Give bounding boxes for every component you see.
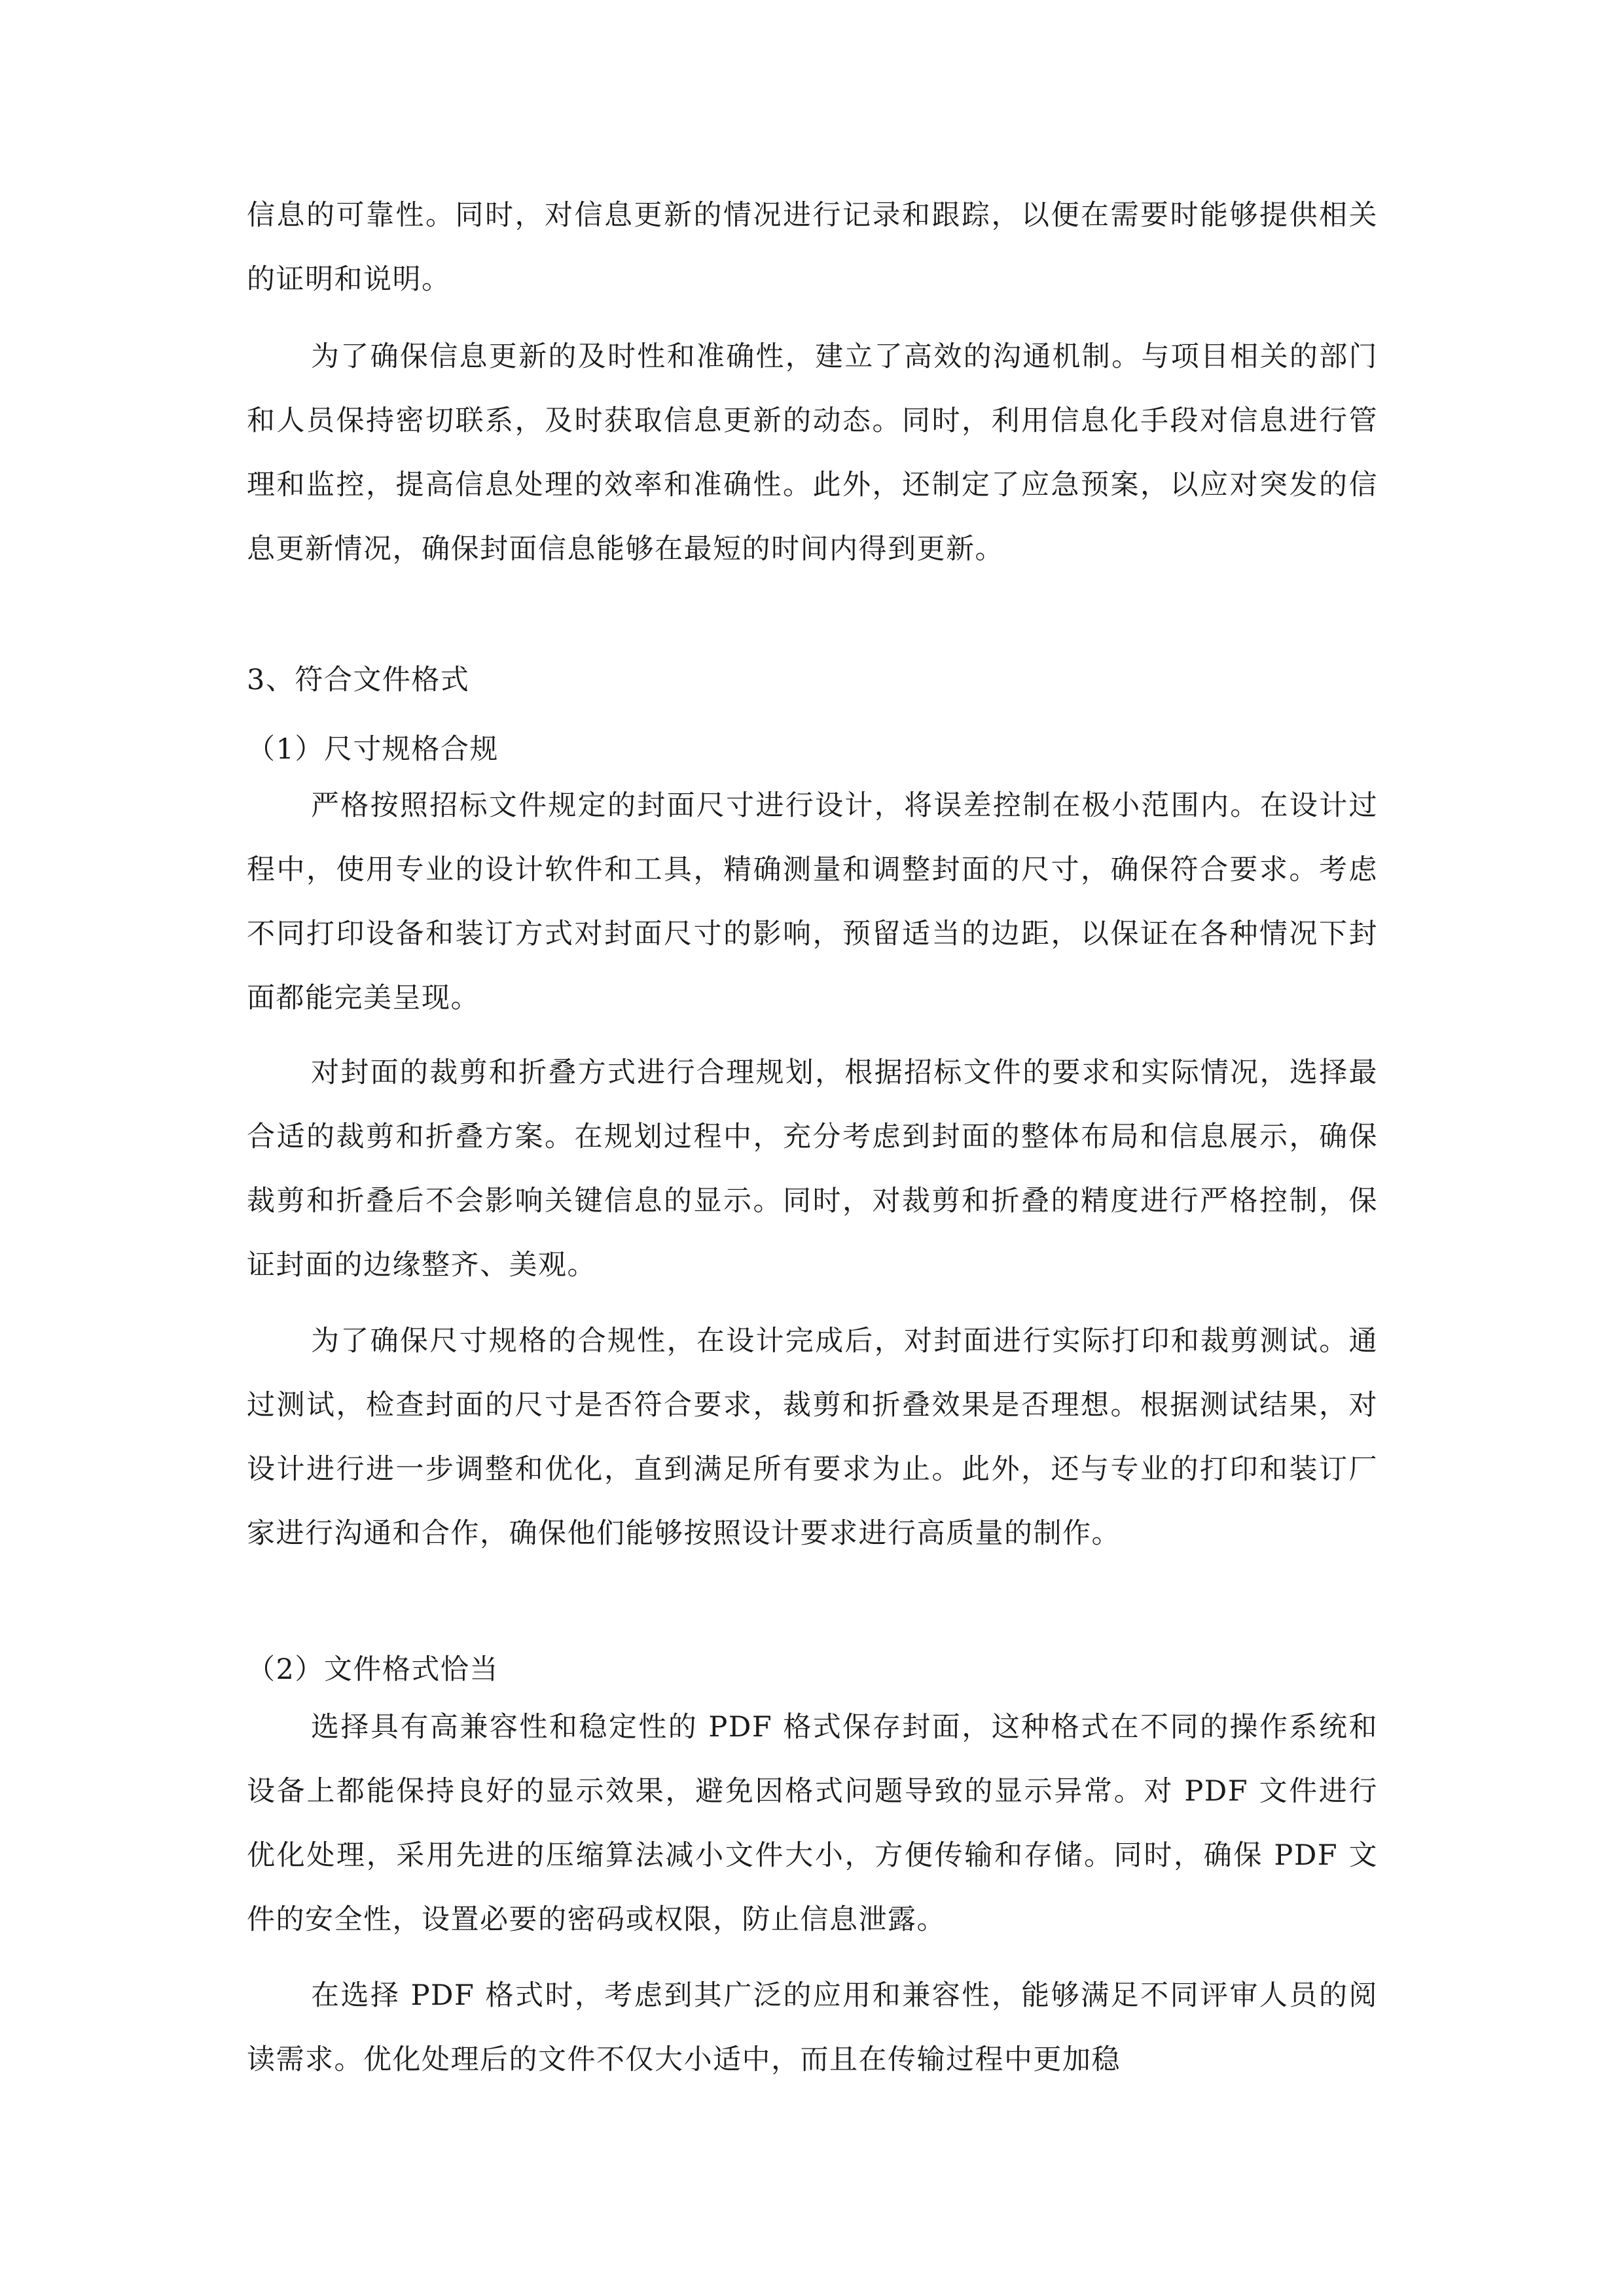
subsection-heading-size-compliance: （1）尺寸规格合规 xyxy=(247,733,499,766)
document-page xyxy=(247,183,1378,2212)
paragraph-communication-mechanism: 为了确保信息更新的及时性和准确性，建立了高效的沟通机制。与项目相关的部门和人员保持密切联系，及时获取信息更新的动态。同时，利用信息化手段对信息进行管理和监控，提高信息处理的效率和准确性。此外，还制定了应急预案，以应对突发的信息更新情况，确保封面信息能够在最短的时间内得到更新。 xyxy=(247,340,1378,565)
paragraph-print-test: 为了确保尺寸规格的合规性，在设计完成后，对封面进行实际打印和裁剪测试。通过测试，检查封面的尺寸是否符合要求，裁剪和折叠效果是否理想。根据测试结果，对设计进行进一步调整和优化，直到满足所有要求为止。此外，还与专业的打印和装订厂家进行沟通和合作，确保他们能够按照设计要求进行高质量的制作。 xyxy=(247,1325,1378,1550)
paragraph-size-design: 严格按照招标文件规定的封面尺寸进行设计，将误差控制在极小范围内。在设计过程中，使用专业的设计软件和工具，精确测量和调整封面的尺寸，确保符合要求。考虑不同打印设备和装订方式对封面尺寸的影响，预留适当的边距，以保证在各种情况下封面都能完美呈现。 xyxy=(247,789,1378,1014)
subsection-heading-file-format: （2）文件格式恰当 xyxy=(247,1653,499,1686)
paragraph-pdf-format: 选择具有高兼容性和稳定性的 PDF 格式保存封面，这种格式在不同的操作系统和设备上都能保持良好的显示效果，避免因格式问题导致的显示异常。对 PDF 文件进行优化处理，采用先进的压缩算法减小文件大小，方便传输和存储。同时，确保 PDF 文件的安全性，设置必要的密码或权限，防止信息泄露。 xyxy=(247,1711,1378,1936)
paragraph-continuation: 信息的可靠性。同时，对信息更新的情况进行记录和跟踪，以便在需要时能够提供相关的证明和说明。 xyxy=(247,199,1378,296)
paragraph-cut-fold: 对封面的裁剪和折叠方式进行合理规划，根据招标文件的要求和实际情况，选择最合适的裁剪和折叠方案。在规划过程中，充分考虑到封面的整体布局和信息展示，确保裁剪和折叠后不会影响关键信息的显示。同时，对裁剪和折叠的精度进行严格控制，保证封面的边缘整齐、美观。 xyxy=(247,1056,1378,1282)
paragraph-pdf-compatibility: 在选择 PDF 格式时，考虑到其广泛的应用和兼容性，能够满足不同评审人员的阅读需求。优化处理后的文件不仅大小适中，而且在传输过程中更加稳 xyxy=(247,1979,1378,2076)
section-heading-file-format: 3、符合文件格式 xyxy=(247,664,470,696)
